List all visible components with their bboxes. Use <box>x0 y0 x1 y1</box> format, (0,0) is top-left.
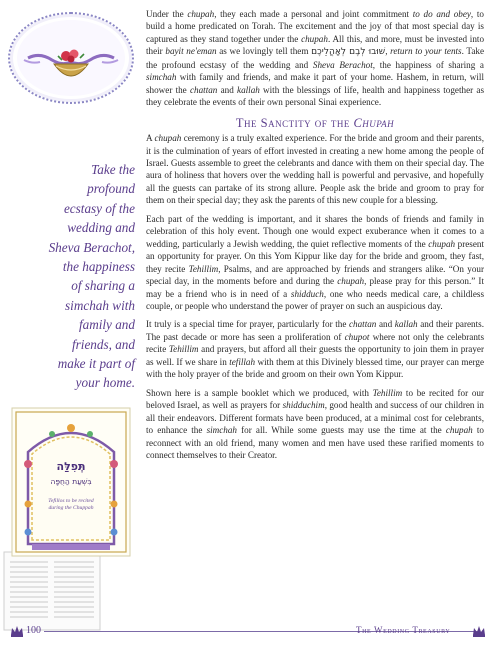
pull-quote-line: family and <box>78 317 135 333</box>
pull-quote-line: wedding and <box>67 220 135 236</box>
paragraph: A chupah ceremony is a truly exalted experience. For the bride and groom and their parents, it is the culmination of years of effort invested in creating a new home among the people of Israel. Guests assemble to greet the celebrants and dance with them on their special day. The aura of holiness that hovers over the wedding hall is powerful and pervasive, and hopefully all the guests can partake of its strong allure. People ask the bride and groom to pray for them on their special day; they ask the parents of this new couple for a blessing. <box>146 133 484 206</box>
paragraph: Each part of the wedding is important, and it shares the bonds of friends and family in celebration of this holy event. Though one would expect exuberance when it comes to a wedding, particularly a Jewish wedding, the quiet reflective moments of the chupah present an opportunity for prayer. On this Yom Kippur like day for the bride and groom, they fast, they recite Tehillim, Psalms, and are approached by friends and strangers alike. “On your special day, in the moments before and during the chupah, please pray for this person.” It may be a friend who is in need of a shidduch, one who needs medical care, a childless couple, or people who understand the power of prayer on such an auspicious day. <box>146 213 484 311</box>
pull-quote <box>40 160 135 393</box>
paragraph: Shown here is a sample booklet which we produced, with Tehillim to be recited for our beloved Israel, as well as prayers for shidduchim, good health and success of our children in all their endeavors. Different formats have been produced, at a minimal cost for celebrants, to enhance the simchah for all. While some guests may use the time at the chupah to reconnect with an old friend, many women and men have used these rarified moments to connect themselves to their Creator. <box>146 387 484 460</box>
wedding-ornament-icon <box>10 14 132 102</box>
paragraph: It truly is a special time for prayer, particularly for the chattan and kallah and their parents. The past decade or more has seen a proliferation of chupot where not only the celebrants recite Tehillim and prayers, but afford all their guests the opportunity to join them in prayer as well. If we share in tefillah with them at this Divinely blessed time, our prayer can merge with the holy prayer of the bride and groom on their own Yom Kippur. <box>146 319 485 380</box>
wedding-ornament <box>8 12 134 104</box>
page-number: 100 <box>26 625 41 636</box>
hebrew-phrase: שׁוּבוּ לְבֶם לְאָהֳלֵיכֶם <box>311 47 386 58</box>
pull-quote-line: profound <box>87 181 135 197</box>
crown-icon <box>472 624 486 642</box>
section-heading: The Sanctity of the Chupah <box>235 115 395 130</box>
pull-quote-line: your home. <box>75 375 135 391</box>
booklet-subtitle: בִּשְׁעַת הַחֻפָּה <box>50 477 92 486</box>
main-text-column <box>146 8 484 467</box>
pull-quote-line: the happiness <box>62 259 135 275</box>
booklet-image <box>2 404 140 640</box>
running-title: The Wedding Treasury <box>356 625 451 635</box>
pull-quote-line: Sheva Berachot, <box>48 239 135 255</box>
crown-icon <box>10 624 24 642</box>
pull-quote-line: ecstasy of the <box>63 200 135 216</box>
booklet-caption: during the Chuppah <box>48 505 94 511</box>
booklet-title: תְּפִלַּה <box>56 460 86 473</box>
pull-quote-line: make it part of <box>57 356 135 372</box>
paragraph: Under the chupah, they each made a personal and joint commitment to do and obey, to build a home predicated on Torah. The excitement and the joy of that most special day is captured as they stand together under the chupah. All this, and more, must be invested into their bayit ne'eman as we lovingly tell them שׁוּבוּ לְבֶם לְאָהֳלֵיכֶם, return to your tents. Take the profound ecstasy of the wedding and Sheva Berachot, the happiness of sharing a simchah with family and friends, and make it part of your home. Hashem, in return, will shower the chattan and kallah with the blessings of life, health and happiness together as they celebrate the events of their own personal Sinai experience. <box>146 9 485 108</box>
pull-quote-line: simchah with <box>65 297 135 313</box>
booklet-caption: Tefillos to be recited <box>48 498 94 504</box>
pull-quote-line: of sharing a <box>71 278 135 294</box>
pull-quote-line: friends, and <box>71 336 135 352</box>
pull-quote-line: Take the <box>91 162 135 177</box>
